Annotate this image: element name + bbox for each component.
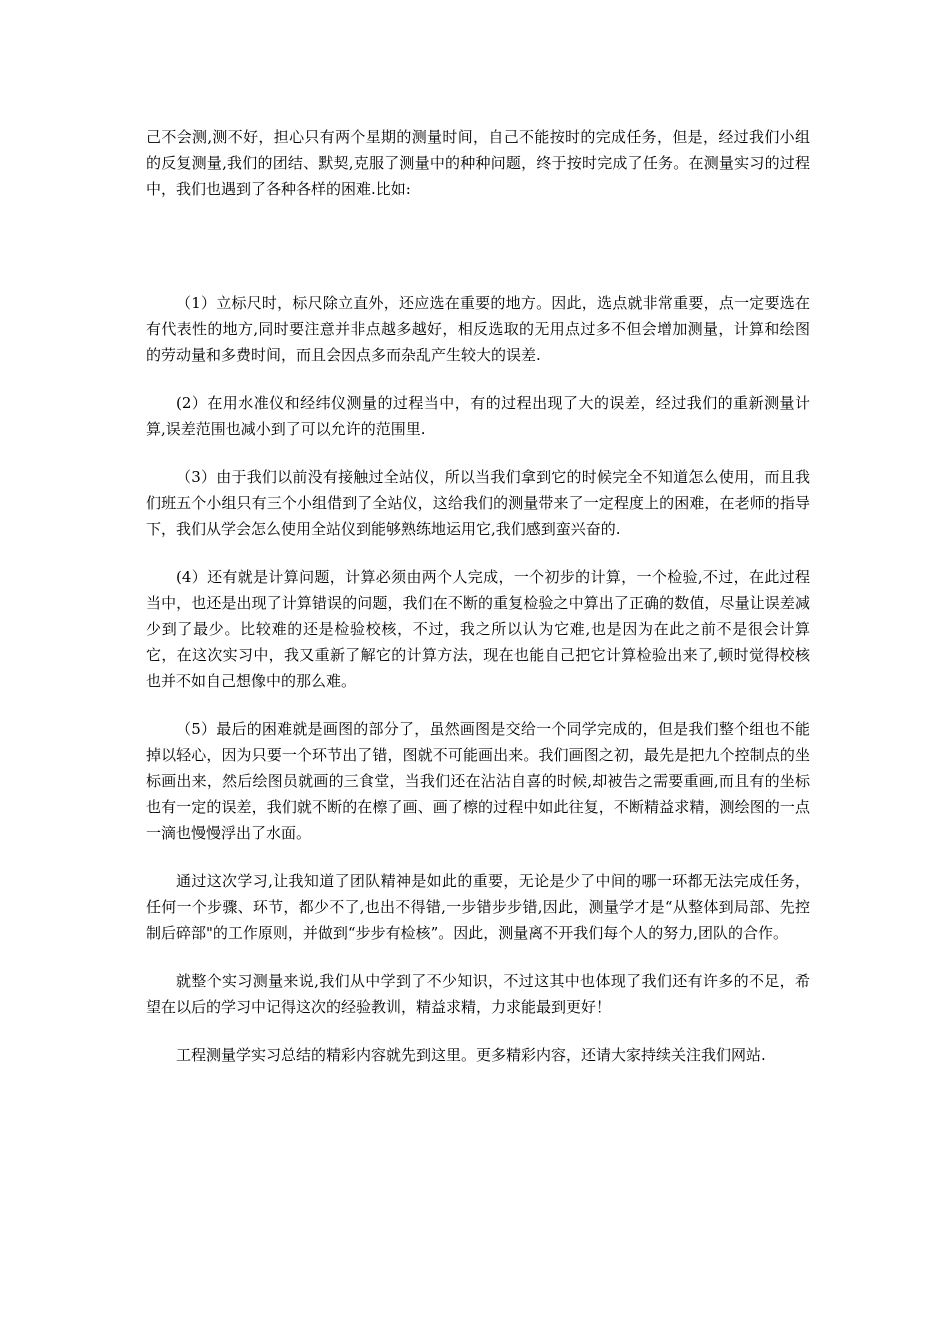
paragraph-6: 通过这次学习,让我知道了团队精神是如此的重要，无论是少了中间的哪一环都无法完成任务，任何一个步骤、环节，都少不了,也出不得错,一步错步步错,因此，测量学才是“从整体到局部、先控制后碎部"的工作原则，并做到“步步有检核”。因此，测量离不开我们每个人的努力,团队的合作。 — [146, 872, 810, 942]
intro-paragraph: 己不会测,测不好，担心只有两个星期的测量时间，自己不能按时的完成任务，但是，经过我们小组的反复测量,我们的团结、默契,克服了测量中的种种问题，终于按时完成了任务。在测量实习的过程中，我们也遇到了各种各样的困难.比如: — [146, 128, 810, 198]
document-body — [146, 124, 810, 1090]
paragraph-4: (4）还有就是计算问题，计算必须由两个人完成，一个初步的计算，一个检验,不过，在此过程当中，也还是出现了计算错误的问题，我们在不断的重复检验之中算出了正确的数值，尽量让误差减少到了最少。比较难的还是检验校核，不过，我之所以认为它难,也是因为在此之前不是很会计算它，在这次实习中，我又重新了解它的计算方法，现在也能自己把它计算检验出来了,顿时觉得校核也并不如自己想像中的那么难。 — [146, 568, 810, 690]
paragraph-gap — [146, 202, 810, 290]
paragraph-5: （5）最后的困难就是画图的部分了，虽然画图是交给一个同学完成的，但是我们整个组也不能掉以轻心，因为只要一个环节出了错，图就不可能画出来。我们画图之初，最先是把九个控制点的坐标画出来，然后绘图员就画的三食堂，当我们还在沾沾自喜的时候,却被告之需要重画,而且有的坐标也有一定的误差，我们就不断的在檫了画、画了檫的过程中如此往复，不断精益求精，测绘图的一点一滴也慢慢浮出了水面。 — [146, 720, 810, 842]
paragraph-1: （1）立标尺时，标尺除立直外，还应选在重要的地方。因此，选点就非常重要，点一定要选在有代表性的地方,同时要注意并非点越多越好，相反选取的无用点过多不但会增加测量，计算和绘图的劳动量和多费时间，而且会因点多而杂乱产生较大的误差. — [146, 294, 810, 364]
paragraph-2: (2）在用水准仪和经纬仪测量的过程当中，有的过程出现了大的误差，经过我们的重新测量计算,误差范围也减小到了可以允许的范围里. — [146, 394, 810, 438]
paragraph-8: 工程测量学实习总结的精彩内容就先到这里。更多精彩内容，还请大家持续关注我们网站. — [176, 1046, 766, 1064]
paragraph-3: （3）由于我们以前没有接触过全站仪，所以当我们拿到它的时候完全不知道怎么使用，而且我们班五个小组只有三个小组借到了全站仪，这给我们的测量带来了一定程度上的困难，在老师的指导下，我们从学会怎么使用全站仪到能够熟练地运用它,我们感到蛮兴奋的. — [146, 468, 810, 538]
paragraph-7: 就整个实习测量来说,我们从中学到了不少知识，不过这其中也体现了我们还有许多的不足，希望在以后的学习中记得这次的经验教训，精益求精，力求能最到更好！ — [146, 972, 810, 1016]
